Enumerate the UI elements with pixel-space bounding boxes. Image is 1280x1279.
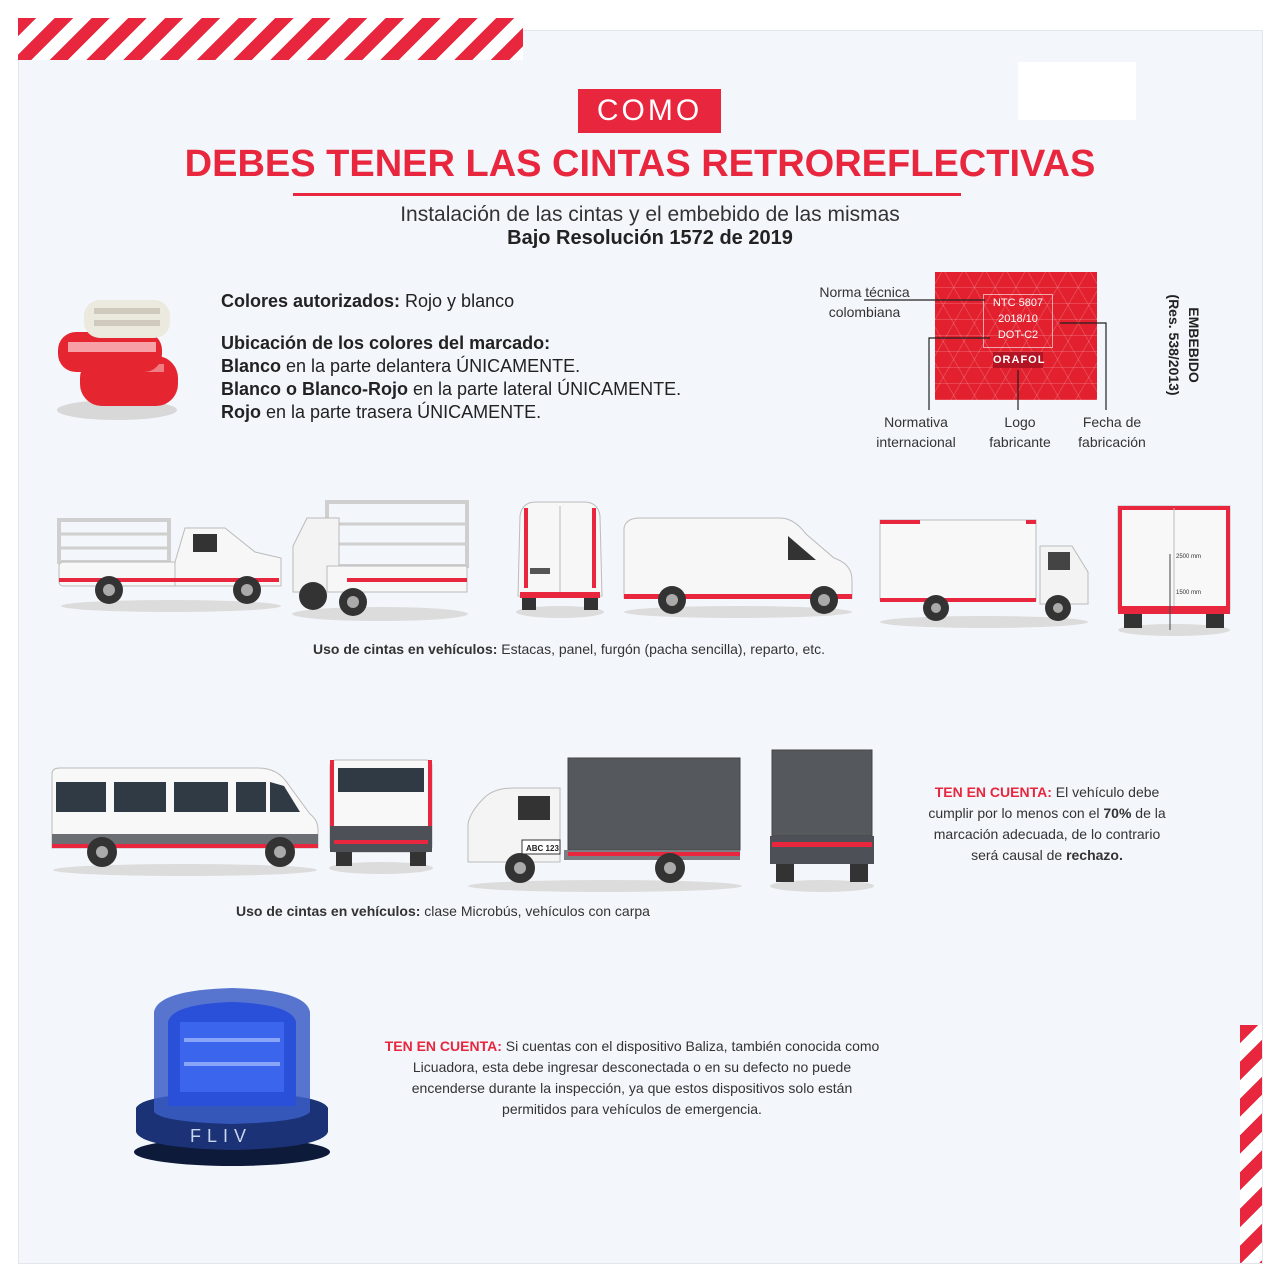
como-badge: COMO: [578, 89, 721, 133]
van-side: [620, 514, 856, 618]
label-normativa: Normativa internacional: [876, 414, 956, 450]
microbus-rear: [326, 756, 436, 874]
authorized-label: Colores autorizados:: [221, 291, 401, 311]
truck-with-canopy-side: [464, 754, 746, 892]
rule-rear: Rojo en la parte trasera ÚNICAMENTE.: [221, 402, 542, 422]
note-baliza: TEN EN CUENTA: Si cuentas con el dispositivo Baliza, también conocida como Licuadora, esta debe ingresar desconectada o en su defecto no puede encenderse durante la inspección, ya que estos dispositivos solo están permitidos para vehículos de emergencia.: [384, 1038, 880, 1117]
row1-caption: Uso de cintas en vehículos: Estacas, panel, furgón (pacha sencilla), reparto, etc.: [313, 641, 826, 657]
embebido-code: NTC 5807 2018/10 DOT-C2: [983, 294, 1053, 348]
pickup-stakes-side: [55, 512, 287, 612]
truck-mark-2500: 2500 mm: [1176, 554, 1202, 560]
label-fecha: Fecha de fabricación: [1078, 414, 1146, 450]
row2-caption: Uso de cintas en vehículos: clase Microbús, vehículos con carpa: [236, 903, 650, 919]
microbus-side: [48, 764, 322, 876]
subtitle: Instalación de las cintas y el embebido de las mismas: [400, 203, 900, 226]
truck-with-canopy-rear: [766, 746, 878, 892]
note-70-percent: TEN EN CUENTA: El vehículo debe cumplir por lo menos con el 70% de la marcación adecuada, de lo contrario será causal de rechazo.: [928, 784, 1166, 863]
rule-side: Blanco o Blanco-Rojo en la parte lateral ÚNICAMENTE.: [221, 379, 682, 399]
subtitle-resolution: Bajo Resolución 1572 de 2019: [507, 227, 793, 249]
page-title: DEBES TENER LAS CINTAS RETROREFLECTIVAS: [184, 143, 1096, 185]
beacon-light-image: [132, 982, 332, 1168]
license-plate: ABC 123: [526, 844, 559, 853]
location-heading: Ubicación de los colores del marcado:: [221, 333, 551, 353]
rule-front: Blanco en la parte delantera ÚNICAMENTE.: [221, 356, 581, 376]
delivery-truck-rear: [1114, 502, 1234, 636]
van-rear: [512, 498, 608, 618]
pickup-stakes-rear: [287, 496, 473, 622]
embebido-vertical-title: EMBEBIDO (Res. 538/2013): [1166, 294, 1202, 396]
embebido-callout-lines: [0, 0, 1280, 460]
truck-mark-1500: 1500 mm: [1176, 590, 1202, 596]
hazard-stripes-bottom: [1240, 1025, 1262, 1263]
orafol-logo: ORAFOL: [993, 354, 1046, 366]
delivery-truck-side: [876, 516, 1092, 628]
label-logo: Logo fabricante: [989, 414, 1051, 450]
authorized-value: Rojo y blanco: [400, 291, 515, 311]
label-norma-tecnica: Norma técnica colombiana: [819, 284, 910, 320]
beacon-brand: FLIV: [190, 1126, 253, 1146]
